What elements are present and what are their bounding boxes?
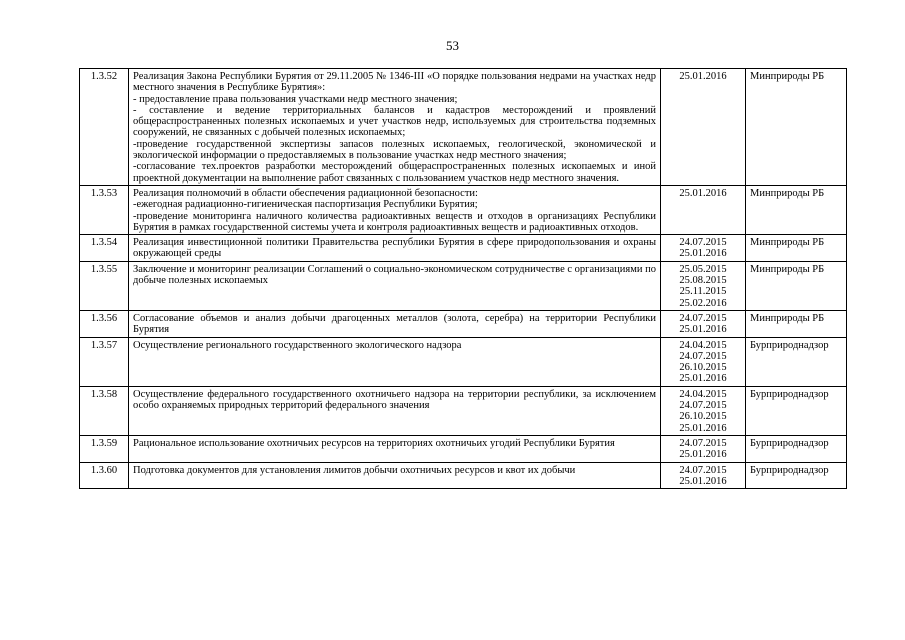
table-row: [80, 435, 847, 462]
description-line: -ежегодная радиационно-гигиеническая паспортизация Республики Бурятия;: [133, 199, 478, 211]
deadline-dates: [661, 310, 746, 337]
description-line: Осуществление регионального государственного экологического надзора: [133, 339, 462, 351]
table-row: [80, 69, 847, 186]
responsible-agency: Бурприроднадзор: [746, 386, 847, 435]
item-number: 1.3.56: [80, 310, 129, 337]
deadline-dates: [661, 462, 746, 489]
description-line: - составление и ведение территориальных балансов и кадастров месторождений и проявлений общераспространенных полезных ископаемых и учет участков недр, используемых для строительства подземных сооружений, не связанных с добычей полезных ископаемых;: [133, 104, 656, 139]
measure-description: [129, 462, 661, 489]
responsible-agency: Минприроды РБ: [746, 69, 847, 186]
deadline-date: 25.01.2016: [679, 71, 727, 82]
measure-description: [129, 185, 661, 234]
deadline-date: 25.01.2016: [679, 475, 727, 487]
description-line: Реализация полномочий в области обеспечения радиационной безопасности:: [133, 187, 478, 199]
responsible-agency: Минприроды РБ: [746, 261, 847, 310]
deadline-date: 25.01.2016: [679, 187, 727, 199]
deadline-date: 24.07.2015: [679, 237, 727, 249]
description-line: -проведение государственной экспертизы запасов полезных ископаемых, геологической, экономической и экологической информации о предоставляемых в пользование участках недр местного значения;: [133, 138, 656, 162]
table-row: [80, 235, 847, 262]
deadline-date: 24.07.2015: [679, 464, 727, 476]
table-row: [80, 310, 847, 337]
item-number: 1.3.59: [80, 435, 129, 462]
measures-table: [79, 68, 847, 489]
item-number: 1.3.54: [80, 235, 129, 262]
measure-description: [129, 386, 661, 435]
deadline-dates: [661, 69, 746, 186]
deadline-dates: [661, 261, 746, 310]
table-body: [80, 69, 847, 489]
description-line: Реализация Закона Республики Бурятия от 29.11.2005 № 1346-III «О порядке пользования недрами на участках недр местного значения в Республике Бурятия»:: [133, 71, 656, 94]
page-number: 53: [446, 38, 459, 53]
deadline-date: 25.01.2016: [679, 373, 727, 385]
responsible-agency: Бурприроднадзор: [746, 337, 847, 386]
measure-description: [129, 435, 661, 462]
measure-description: [129, 261, 661, 310]
deadline-date: 26.10.2015: [679, 362, 727, 374]
deadline-date: 25.02.2016: [679, 297, 727, 309]
deadline-date: 24.07.2015: [679, 312, 727, 324]
table-row: [80, 185, 847, 234]
deadline-date: 24.07.2015: [679, 400, 727, 412]
table-row: [80, 261, 847, 310]
description-line: Согласование объемов и анализ добычи драгоценных металлов (золота, серебра) на территории Республики Бурятия: [133, 312, 656, 336]
deadline-date: 24.04.2015: [679, 339, 727, 351]
description-line: -согласование тех.проектов разработки месторождений общераспространенных полезных ископаемых и иной проектной документации на выполнение работ связанных с пользованием участков недр местного значения.: [133, 161, 656, 184]
item-number: 1.3.55: [80, 261, 129, 310]
deadline-date: 24.07.2015: [679, 350, 727, 362]
deadline-dates: [661, 386, 746, 435]
description-line: Осуществление федерального государственного охотничьего надзора на территории республики, за исключением особо охраняемых природных территорий федерального значения: [133, 388, 656, 412]
deadline-dates: [661, 435, 746, 462]
deadline-date: 25.11.2015: [679, 286, 727, 298]
deadline-date: 25.01.2016: [679, 248, 727, 260]
table-row: [80, 462, 847, 489]
description-line: Заключение и мониторинг реализации Соглашений о социально-экономическом сотрудничестве с организациями по добыче полезных ископаемых: [133, 263, 656, 287]
responsible-agency: Минприроды РБ: [746, 310, 847, 337]
deadline-dates: [661, 235, 746, 262]
item-number: 1.3.58: [80, 386, 129, 435]
measure-description: [129, 235, 661, 262]
responsible-agency: Бурприроднадзор: [746, 462, 847, 489]
deadline-date: 24.04.2015: [679, 388, 727, 400]
item-number: 1.3.53: [80, 185, 129, 234]
description-line: Рациональное использование охотничьих ресурсов на территориях охотничьих угодий Республики Бурятия: [133, 437, 615, 449]
deadline-date: 26.10.2015: [679, 411, 727, 423]
table-row: [80, 386, 847, 435]
item-number: 1.3.60: [80, 462, 129, 489]
description-line: Реализация инвестиционной политики Правительства республики Бурятия в сфере природопользования и охраны окружающей среды: [133, 237, 656, 260]
responsible-agency: Бурприроднадзор: [746, 435, 847, 462]
deadline-dates: [661, 185, 746, 234]
item-number: 1.3.52: [80, 69, 129, 186]
deadline-dates: [661, 337, 746, 386]
deadline-date: 24.07.2015: [679, 437, 727, 449]
deadline-date: 25.01.2016: [679, 324, 727, 336]
responsible-agency: Минприроды РБ: [746, 235, 847, 262]
deadline-date: 25.05.2015: [679, 263, 727, 275]
deadline-date: 25.01.2016: [679, 449, 727, 461]
measure-description: [129, 337, 661, 386]
deadline-date: 25.01.2016: [679, 422, 727, 434]
measure-description: [129, 310, 661, 337]
description-line: -проведение мониторинга наличного количества радиоактивных веществ и отходов в организациях Республики Бурятия в рамках государственной системы учета и контроля радиоактивных веществ и радиоактивных отходов.: [133, 210, 656, 233]
measure-description: [129, 69, 661, 186]
table-row: [80, 337, 847, 386]
description-line: - предоставление права пользования участками недр местного значения;: [133, 93, 458, 105]
responsible-agency: Минприроды РБ: [746, 185, 847, 234]
item-number: 1.3.57: [80, 337, 129, 386]
description-line: Подготовка документов для установления лимитов добычи охотничьих ресурсов и квот их добычи: [133, 464, 576, 476]
deadline-date: 25.08.2015: [679, 275, 727, 287]
